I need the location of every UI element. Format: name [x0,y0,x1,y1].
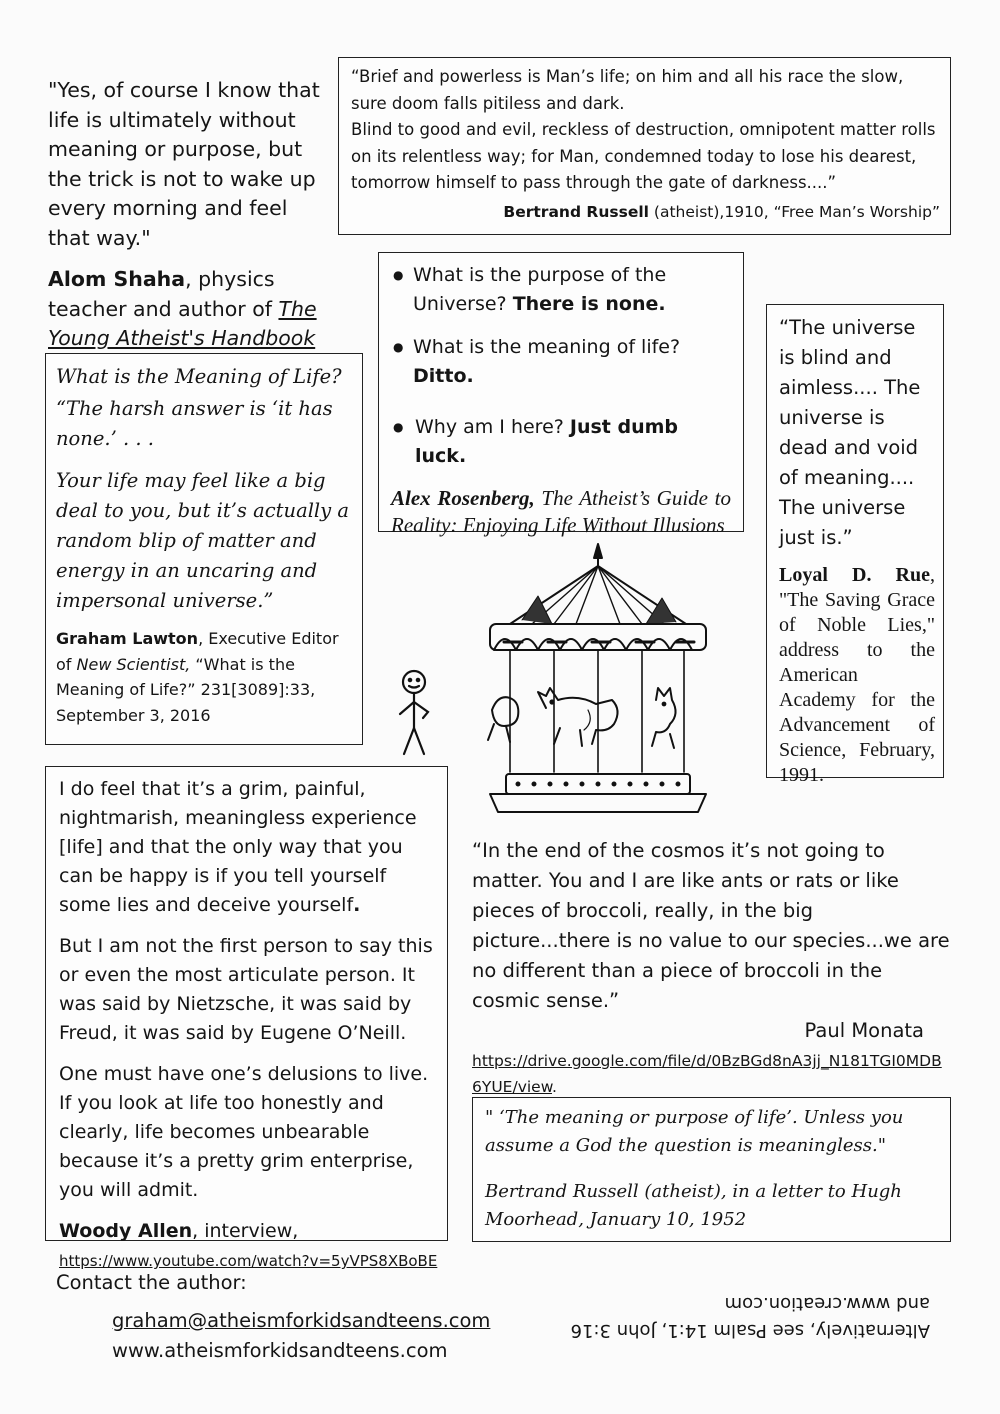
rue-quote-box [766,304,944,786]
shaha-quote-block [48,76,333,354]
allen-attribution [59,1217,439,1275]
monata-link-period: . [551,1078,557,1096]
contact-links [56,1306,496,1366]
allen-author: Woody Allen [59,1220,193,1242]
shaha-author: Alom Shaha [48,267,186,291]
russell-source: (atheist),1910, “Free Man’s Worship” [649,202,940,221]
russell-letter-box [472,1097,951,1242]
monata-author: Paul Monata [804,1019,924,1042]
russell-letter-quote: " ‘The meaning or purpose of life’. Unless you assume a God the question is meaningless." [485,1107,904,1156]
answer-text: Just dumb luck. [415,416,679,467]
allen-paragraph-1 [59,775,439,920]
rosenberg-question-3 [391,413,731,471]
rosenberg-question-list [391,261,731,471]
russell-quote-line-1: “Brief and powerless is Man’s life; on him and all his race the slow, sure doom falls pitiless and dark. [351,67,904,113]
contact-label: Contact the author: [56,1271,247,1294]
monata-quote-block [472,836,950,1100]
rue-author: Loyal D. Rue [779,564,930,586]
rosenberg-source: The Atheist’s Guide to Reality: Enjoying Life Without Illusions [391,486,731,537]
shaha-attribution [48,265,333,354]
russell-quote-line-2: Blind to good and evil, reckless of destruction, omnipotent matter rolls on its relentless way; for Man, condemned today to lose his dearest, tomorrow himself to pass through the gate of darkness....” [351,120,936,192]
allen-paragraph-3 [59,1060,439,1205]
lawton-author: Graham Lawton [56,629,199,648]
contact-email-link[interactable]: graham@atheismforkidsandteens.com [112,1309,491,1332]
rue-attribution [779,563,935,788]
stick-figure-icon [390,668,438,760]
upside-down-note [555,1290,930,1344]
lawton-quote-2: Your life may feel like a big deal to you, but it’s actually a random blip of matter and energy in an uncaring and impersonal universe.” [56,469,350,612]
contact-website[interactable]: www.atheismforkidsandteens.com [112,1339,448,1362]
lawton-quote-1: “The harsh answer is ‘it has none.’ . . . [56,397,333,450]
lawton-source: “What is the Meaning of Life?” 231[3089]:33, September 3, 2016 [56,654,316,725]
shaha-role: , physics teacher and author of [48,267,279,321]
shaha-quote: "Yes, of course I know that life is ultimately without meaning or purpose, but the trick is not to wake up every morning and feel that way." [48,78,320,250]
allen-quote-box [45,766,448,1270]
allen-source: , interview, [192,1220,299,1242]
lawton-attribution [56,626,352,728]
lawton-heading: What is the Meaning of Life? [56,365,342,388]
upside-down-line-2: and www.creation.com [724,1293,930,1314]
rosenberg-question-1 [391,261,731,319]
russell-letter-attribution: Bertrand Russell (atheist), in a letter to Hugh Moorhead, January 10, 1952 [485,1181,902,1230]
rosenberg-attribution [391,485,731,538]
allen-paragraph-1-text: I do feel that it’s a grim, painful, nightmarish, meaningless experience [life] and that the only way that you can be happy is if you tell yourself some lies and deceive yourself [59,778,417,916]
shaha-book-title: The Young Atheist's Handbook [48,296,317,350]
lawton-quote-box [45,353,363,745]
rosenberg-author: Alex Rosenberg, [391,486,535,510]
allen-paragraph-1-end: . [353,894,361,916]
rosenberg-quote-box [378,252,744,537]
allen-youtube-link[interactable]: https://www.youtube.com/watch?v=5yVPS8XBoBE [59,1252,438,1270]
question-text: What is the meaning of life? [413,336,681,358]
upside-down-line-1: Alternatively, see Psalm 14:1, John 3:16 [570,1320,930,1341]
carousel-drawing-icon [470,540,710,820]
rue-source: , "The Saving Grace of Noble Lies," address to the American Academy for the Advancement of Science, February, 1991. [779,564,935,786]
lawton-magazine: New Scientist, [76,654,191,674]
question-text: What is the purpose of the Universe? [413,264,667,315]
rue-quote: “The universe is blind and aimless.... The universe is dead and void of meaning.... The universe just is.” [779,316,921,549]
allen-paragraph-3-rest: . If you look at life too honestly and clearly, life becomes unbearable because it’s a pretty grim enterprise, you will admit. [59,1063,429,1201]
russell-quote-box [338,57,951,235]
answer-text: Ditto. [413,365,474,387]
lawton-role: , Executive Editor of [56,629,339,674]
monata-link-line [472,1048,950,1100]
monata-drive-link[interactable]: https://drive.google.com/file/d/0BzBGd8nA3jj_N181TGI0MDB6YUE/view [472,1052,942,1096]
contact-block [56,1268,496,1366]
answer-text: There is none. [512,293,666,315]
russell-attribution [351,199,940,226]
allen-paragraph-2: But I am not the first person to say this or even the most articulate person. It was said by Nietzsche, it was said by Freud, it was said by Eugene O’Neill. [59,935,433,1044]
question-text: Why am I here? [415,416,570,438]
monata-quote: “In the end of the cosmos it’s not going to matter. You and I are like ants or rats or like pieces of broccoli, really, in the big picture...there is no value to our species...we are no different than a piece of broccoli in the cosmic sense.” [472,839,950,1012]
allen-paragraph-3-text: One must have one’s delusions to live [59,1063,423,1085]
russell-author: Bertrand Russell [503,202,649,221]
rosenberg-question-2 [391,333,731,391]
